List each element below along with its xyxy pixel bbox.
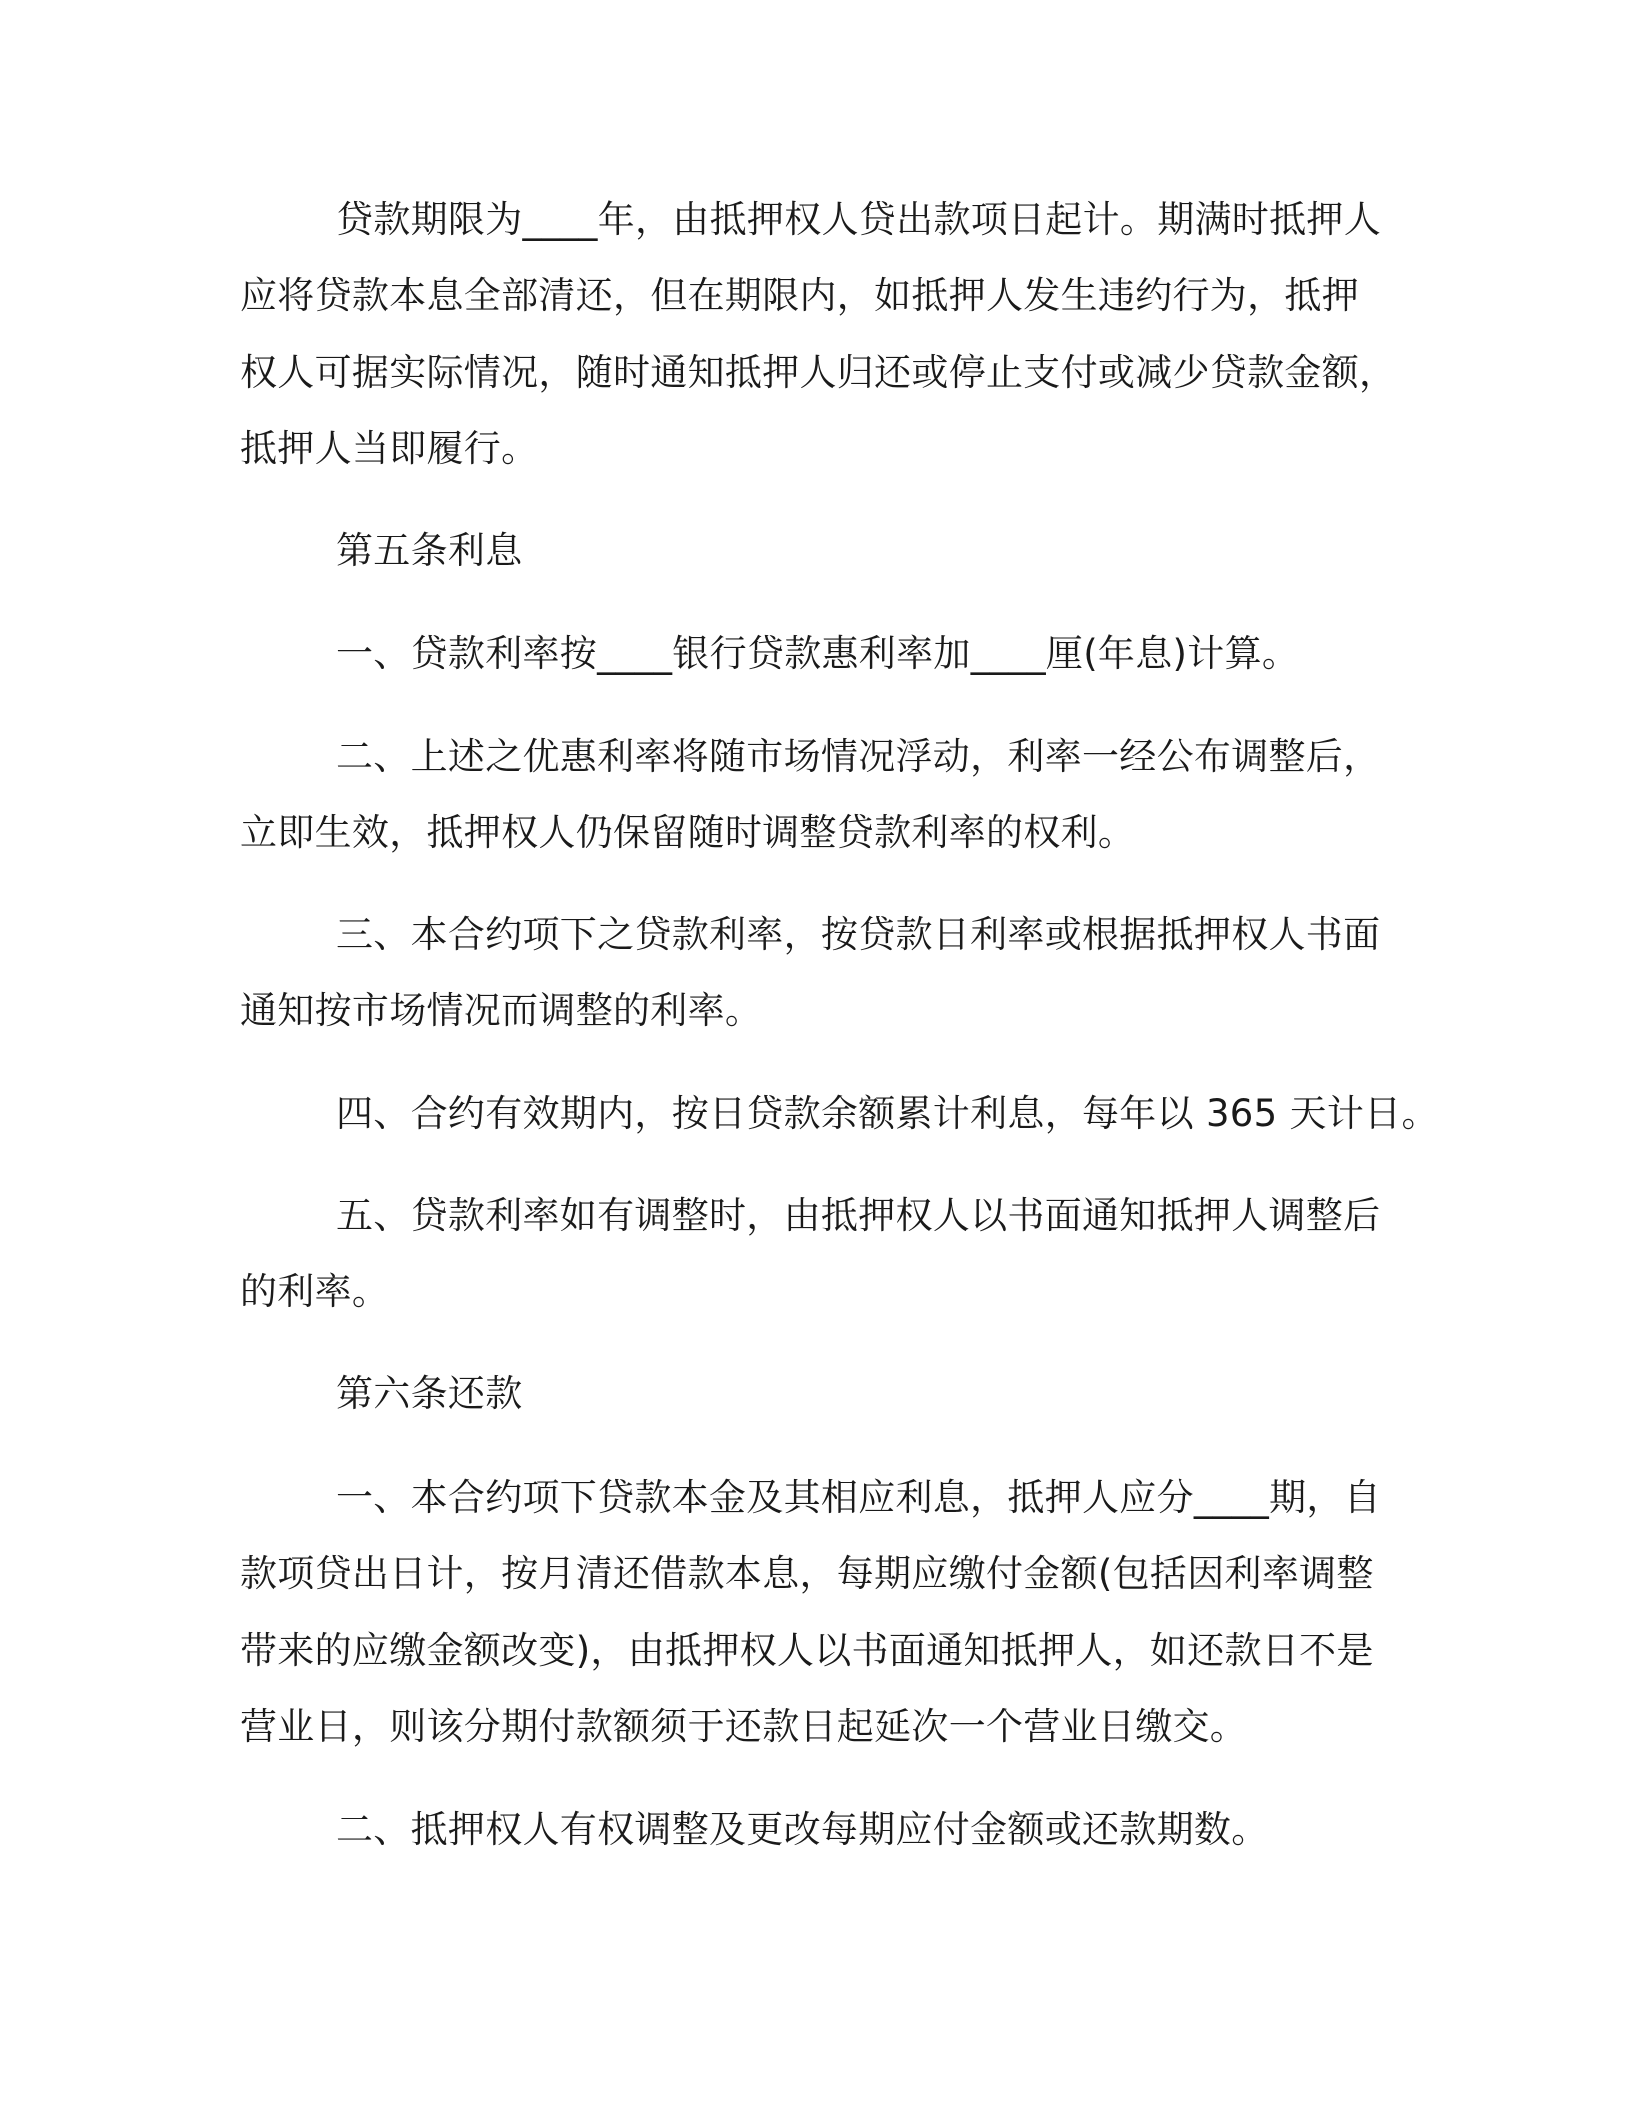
article-6-item-1-line-4: 营业日，则该分期付款额须于还款日起延次一个营业日缴交。 <box>240 1705 1248 1748</box>
article-5-item-2-line-1: 二、上述之优惠利率将随市场情况浮动，利率一经公布调整后， <box>336 735 1381 778</box>
article-6-item-1-line-2: 款项贷出日计，按月清还借款本息，每期应缴付金额(包括因利率调整 <box>240 1552 1374 1595</box>
article-5-item-3-line-2: 通知按市场情况而调整的利率。 <box>240 989 763 1032</box>
article-5-item-3-line-1: 三、本合约项下之贷款利率，按贷款日利率或根据抵押权人书面 <box>336 913 1381 956</box>
loan-term-line-3: 权人可据实际情况，随时通知抵押人归还或停止支付或减少贷款金额， <box>240 351 1397 394</box>
article-6-heading: 第六条还款 <box>336 1372 523 1415</box>
article-5-item-5-line-2: 的利率。 <box>240 1270 390 1313</box>
article-6-item-2-line-1: 二、抵押权人有权调整及更改每期应付金额或还款期数。 <box>336 1808 1269 1851</box>
article-5-item-5-line-1: 五、贷款利率如有调整时，由抵押权人以书面通知抵押人调整后 <box>336 1194 1381 1237</box>
article-5-item-2-line-2: 立即生效，抵押权人仍保留随时调整贷款利率的权利。 <box>240 811 1136 854</box>
article-6-item-1-line-3: 带来的应缴金额改变)，由抵押权人以书面通知抵押人，如还款日不是 <box>240 1629 1374 1672</box>
loan-term-line-4: 抵押人当即履行。 <box>240 427 539 470</box>
document-page <box>240 0 1439 2112</box>
article-6-item-1-line-1: 一、本合约项下贷款本金及其相应利息，抵押人应分____期，自 <box>336 1476 1381 1519</box>
article-5-heading: 第五条利息 <box>336 529 523 572</box>
loan-term-line-2: 应将贷款本息全部清还，但在期限内，如抵押人发生违约行为，抵押 <box>240 274 1359 317</box>
article-5-item-4-line-1: 四、合约有效期内，按日贷款余额累计利息，每年以 365 天计日。 <box>336 1092 1439 1135</box>
article-5-item-1-line-1: 一、贷款利率按____银行贷款惠利率加____厘(年息)计算。 <box>336 632 1300 675</box>
loan-term-line-1: 贷款期限为____年，由抵押权人贷出款项日起计。期满时抵押人 <box>336 198 1381 241</box>
